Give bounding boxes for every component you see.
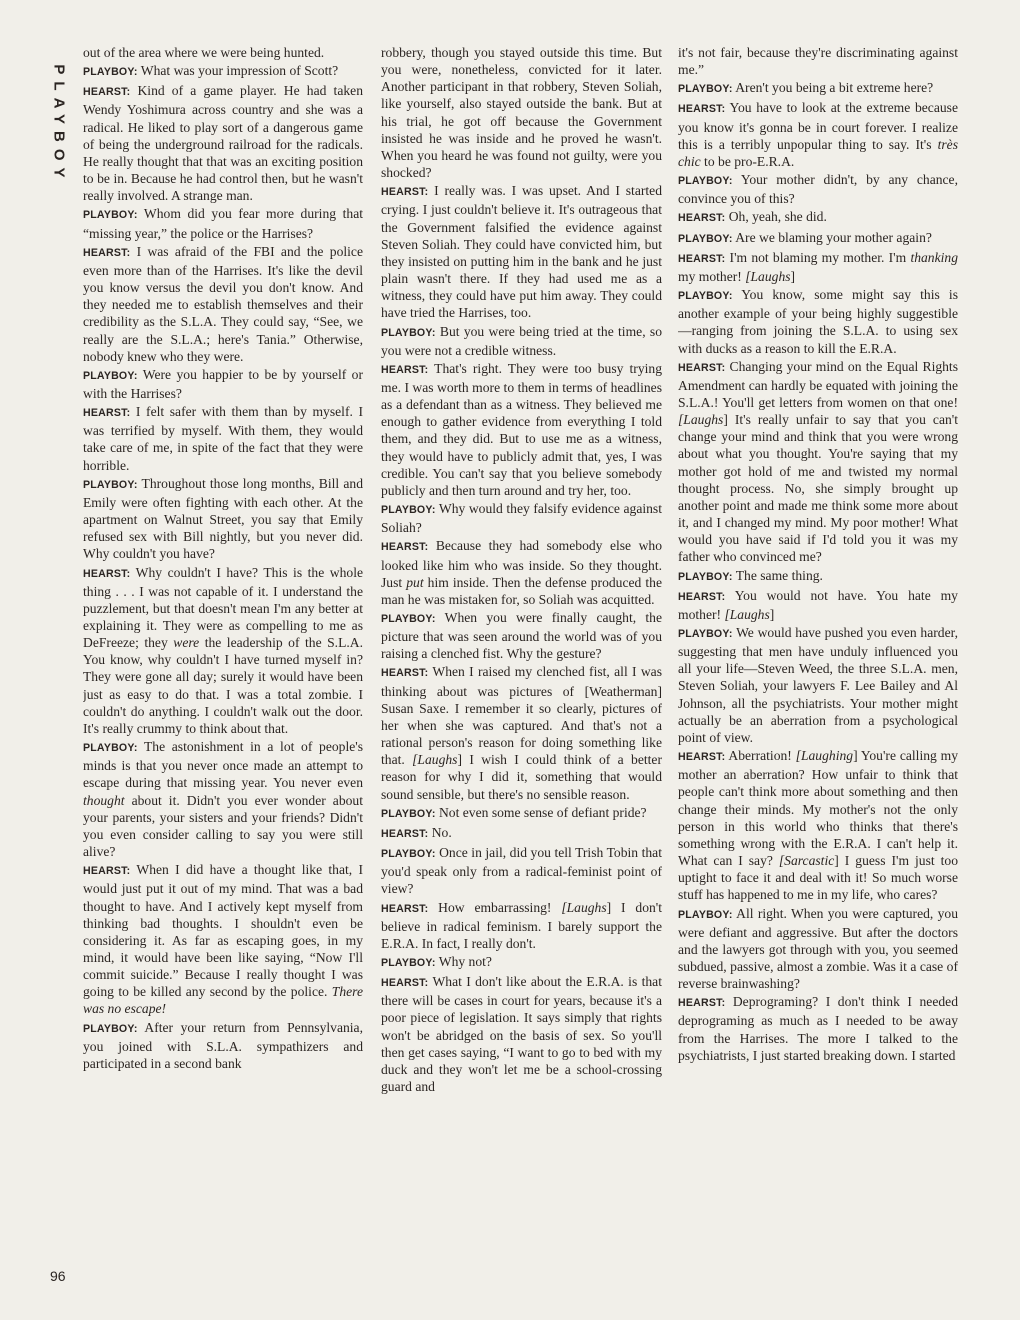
interview-paragraph [381,899,662,952]
interview-paragraph [678,747,958,903]
interview-paragraph [381,182,662,321]
paragraph-text: it's not fair, because they're discriminating against me.” [678,45,958,78]
paragraph-text: Throughout those long months, Bill and Emily were often fighting with each other. At the apartment on Walnut Street, you say that Emily refused sex with Bill nightly, but you never did. Why couldn't you have? [83,475,363,562]
paragraph-text: Kind of a game player. He had taken Wendy Yoshimura across country and she was a radical. He liked to play sort of a dangerous game of being the underground railroad for the radicals. He really thought that that was an exciting position to be in. Because he had control then, but he wasn't really involved. A strange man. [83,83,363,204]
interview-paragraph [678,358,958,566]
speaker-label: HEARST: [83,567,131,580]
interview-paragraph [381,609,662,662]
interview-paragraph [83,44,363,61]
speaker-label: PLAYBOY: [83,742,138,755]
interview-paragraph [83,403,363,474]
speaker-label: PLAYBOY: [381,326,436,339]
running-head-text: PLAYBOY [50,63,68,185]
paragraph-text: Your mother didn't, by any chance, convince you of this? [678,172,958,207]
paragraph-text: robbery, though you stayed outside this time. But you were, nonetheless, convicted for it later. Another participant in that robbery, Steven Soliah, like yourself, also stayed outside the bank. But at his trial, he got off because the Government insisted he was inside and he proved he wasn't. When you heard he was found not guilty, were you shocked? [381,45,662,181]
paragraph-text: I felt safer with them than by myself. I was terrified by myself. With them, they would take care of me, in spite of the fact that they were horrible. [83,404,363,473]
text-column-3 [678,44,958,1284]
speaker-label: PLAYBOY: [381,956,436,969]
interview-paragraph [83,475,363,563]
paragraph-text: That's right. They were too busy trying me. I was worth more to them in terms of headlines as a defendant than as a witness. They believed me enough to gather evidence from everything I told them, and they did. But to use me as a witness, they would have to publicly admit that, yes, I was credible. You can't say that you believe somebody publicly and then turn around and try her, too. [381,360,662,498]
interview-paragraph [83,82,363,204]
speaker-label: HEARST: [678,751,726,764]
paragraph-text: The same thing. [735,567,823,583]
speaker-label: HEARST: [678,590,726,603]
interview-paragraph [678,99,958,170]
interview-paragraph [678,993,958,1064]
interview-paragraph [381,44,662,181]
paragraph-text: Why not? [438,953,492,969]
speaker-label: HEARST: [381,363,429,376]
speaker-label: PLAYBOY: [678,83,733,96]
speaker-label: PLAYBOY: [381,613,436,625]
interview-paragraph [381,953,662,972]
interview-paragraph [678,286,958,357]
paragraph-text: Oh, yeah, she did. [728,209,827,225]
paragraph-text: No. [431,824,452,840]
paragraph-text: Were you happier to be by yourself or with the Harrises? [83,366,363,401]
speaker-label: HEARST: [83,246,131,259]
interview-paragraph [678,587,958,623]
interview-paragraph [381,973,662,1095]
speaker-label: PLAYBOY: [381,504,436,517]
paragraph-text: But you were being tried at the time, so you were not a credible witness. [381,323,662,358]
speaker-label: PLAYBOY: [83,209,138,222]
paragraph-text: out of the area where we were being hunted. [83,45,325,60]
interview-paragraph [678,44,958,78]
interview-paragraph [381,844,662,897]
paragraph-text: All right. When you were captured, you were defiant and aggressive. But after the doctors and the lawyers got through with you, you seemed subdued, passive, almost a zombie. Was it a case of reverse brainwashing? [678,905,958,992]
speaker-label: PLAYBOY: [678,628,733,640]
interview-paragraph [83,366,363,402]
interview-paragraph [678,208,958,227]
speaker-label: PLAYBOY: [83,66,138,79]
speaker-label: PLAYBOY: [678,232,733,245]
speaker-label: HEARST: [83,86,131,99]
text-column-2 [381,44,662,1284]
paragraph-text: I really was. I was upset. And I started crying. I just couldn't believe it. It's outrageous that the Government falsified the evidence against Steven Soliah. They could have convicted him, but they insisted on putting him in the bank and he just plain wasn't there. If they had used me as a witness, they could have put him away. They could have tried the Harrises, too. [381,183,662,321]
speaker-label: HEARST: [381,902,429,915]
paragraph-text: The astonishment in a lot of people's minds is that you never once made an attempt to escape during that missing year. You never even thought about it. Didn't you ever wonder about your parents, your sisters and your friends? Didn't you even consider calling to say you were still alive? [83,739,363,860]
interview-paragraph [83,205,363,241]
speaker-label: PLAYBOY: [83,478,138,491]
paragraph-text: What was your impression of Scott? [140,63,339,79]
speaker-label: HEARST: [381,541,429,554]
speaker-label: PLAYBOY: [678,290,733,303]
speaker-label: HEARST: [678,361,726,374]
interview-paragraph [678,905,958,993]
interview-paragraph [381,360,662,499]
paragraph-text: After your return from Pennsylvania, you joined with S.L.A. sympathizers and participated in a second bank [83,1019,363,1071]
interview-paragraph [381,500,662,536]
speaker-label: HEARST: [678,212,726,225]
paragraph-text: Why couldn't I have? This is the whole thing . . . I was not capable of it. I understand the puzzlement, but that doesn't mean I'm any better at explaining it. They were as compelling to me as DeFreeze; they were the leadership of the S.L.A. You know, why couldn't I have turned myself in? They were gone all day; surely it would have been just as easy to do that. I was a total zombie. I couldn't do anything. I couldn't walk out the door. It's really crummy to think about that. [83,564,363,736]
interview-paragraph [678,567,958,586]
paragraph-text: Whom did you fear more during that “missing year,” the police or the Harrises? [83,206,363,241]
interview-paragraph [381,537,662,608]
interview-paragraph [381,663,662,802]
interview-paragraph [83,62,363,81]
paragraph-text: Because they had somebody else who looked like him who was inside. So they thought. Just put him inside. Then the defense produced the man he was mistaken for, so Soliah was acquitted. [381,538,662,607]
paragraph-text: Aberration! [Laughing] You're calling my mother an aberration? How unfair to think that people can't think more about something and then change their minds. My mother's not the only person in this world who thinks that there's something wrong with the E.R.A. I can't help it. What can I say? [Sarcastic] I guess I'm just too uptight to face it and deal with it! So much worse stuff has happened to me in my life, who cares? [678,748,958,903]
paragraph-text: Why would they falsify evidence against Soliah? [381,501,662,536]
paragraph-text: Not even some sense of defiant pride? [438,804,647,820]
interview-paragraph [83,861,363,1017]
speaker-label: HEARST: [678,997,726,1010]
text-column-1 [83,44,363,1284]
paragraph-text: You would not have. You hate my mother! [Laughs] [678,587,958,622]
interview-paragraph [83,243,363,365]
speaker-label: HEARST: [678,252,726,265]
interview-paragraph [678,624,958,746]
paragraph-text: You know, some might say this is another example of your being highly suggestible—ranging from joining the S.L.A. to using sex with ducks as a reason to kill the E.R.A. [678,287,958,356]
paragraph-text: We would have pushed you even harder, suggesting that men have unduly influenced you all your life—Steven Weed, the three S.L.A. men, Steven Soliah, your lawyers F. Lee Bailey and Al Johnson, all the psychiatrists. Your mother might actually be an aberration from a psychological point of view. [678,625,958,745]
speaker-label: HEARST: [83,407,131,420]
speaker-label: PLAYBOY: [83,369,138,382]
speaker-label: HEARST: [678,103,726,116]
paragraph-text: Changing your mind on the Equal Rights Amendment can hardly be equated with joining the S.L.A.! You'll get letters from women on that one! [Laughs] It's really unfair to say that you can't change your mind and think that you were wrong about what you thought. You're saying that my mother got hold of me and twisted my normal thought process. No, she simply brought up another point and made me think some more about it, and I changed my mind. My poor mother! What would you have said if I'd told you it was my father who convinced me? [678,358,958,565]
paragraph-text: When I did have a thought like that, I would just put it out of my mind. That was a bad thought to have. And I actively kept myself from thinking bad thoughts. I shouldn't even be considering it. As far as escaping goes, in my mind, it would have been like saying, “Now I'll commit suicide.” Because I really thought I was going to be killed any second by the police. There was no escape! [83,862,363,1017]
interview-paragraph [678,229,958,248]
paragraph-text: I'm not blaming my mother. I'm thanking my mother! [Laughs] [678,249,958,284]
interview-paragraph [381,804,662,823]
speaker-label: HEARST: [381,827,429,840]
interview-paragraph [381,824,662,843]
paragraph-text: I was afraid of the FBI and the police even more than of the Harrises. It's like the devil you know versus the devil you don't know. And they needed me to establish themselves and their credibility as the S.L.A. They could say, “See, we really are the S.L.A.; here's Tania.” Otherwise, nobody knew who they were. [83,243,363,364]
paragraph-text: Deprograming? I don't think I needed deprograming as much as I needed to be away from the Harrises. The more I talked to the psychiatrists, I just started breaking down. I started [678,994,958,1063]
running-head [48,44,70,204]
page-number: 96 [50,1268,66,1284]
speaker-label: HEARST: [83,865,131,878]
speaker-label: PLAYBOY: [678,908,733,921]
speaker-label: HEARST: [381,667,429,680]
paragraph-text: When I raised my clenched fist, all I was thinking about was pictures of [Weatherman] Susan Saxe. I remember it so clearly, pictures of her when she was captured. And that's not a rational person's reason for doing something like that. [Laughs] I wish I could think of a better reason for why I did it, something that would sound sensible, but there's no sensible reason. [381,664,662,802]
speaker-label: HEARST: [381,186,429,199]
paragraph-text: How embarrassing! [Laughs] I don't believe in radical feminism. I barely support the E.R.A. In fact, I really don't. [381,899,662,951]
speaker-label: PLAYBOY: [678,175,733,188]
speaker-label: PLAYBOY: [381,848,436,861]
paragraph-text: Once in jail, did you tell Trish Tobin that you'd speak only from a radical-feminist point of view? [381,845,662,897]
speaker-label: PLAYBOY: [83,1022,138,1035]
speaker-label: HEARST: [381,977,429,990]
paragraph-text: Are we blaming your mother again? [735,229,932,245]
paragraph-text: Aren't you being a bit extreme here? [735,80,934,96]
interview-paragraph [678,79,958,98]
paragraph-text: What I don't like about the E.R.A. is that there will be cases in court for years, because it's a poor piece of legislation. It says simply that rights won't be abridged on the basis of sex. So you'll then get cases saying, “I want to go to bed with my duck and they won't let me be a school-crossing guard and [381,974,662,1095]
interview-paragraph [678,171,958,207]
paragraph-text: You have to look at the extreme because you know it's gonna be in court forever. I realize this is a terribly unpopular thing to say. It's très chic to be pro-E.R.A. [678,100,958,169]
interview-paragraph [381,323,662,359]
paragraph-text: When you were finally caught, the picture that was seen around the world was of you raising a clenched fist. Why the gesture? [381,610,662,662]
speaker-label: PLAYBOY: [381,807,436,820]
speaker-label: PLAYBOY: [678,570,733,583]
interview-paragraph [83,1019,363,1072]
interview-paragraph [83,738,363,860]
interview-paragraph [83,564,363,738]
interview-paragraph [678,249,958,285]
